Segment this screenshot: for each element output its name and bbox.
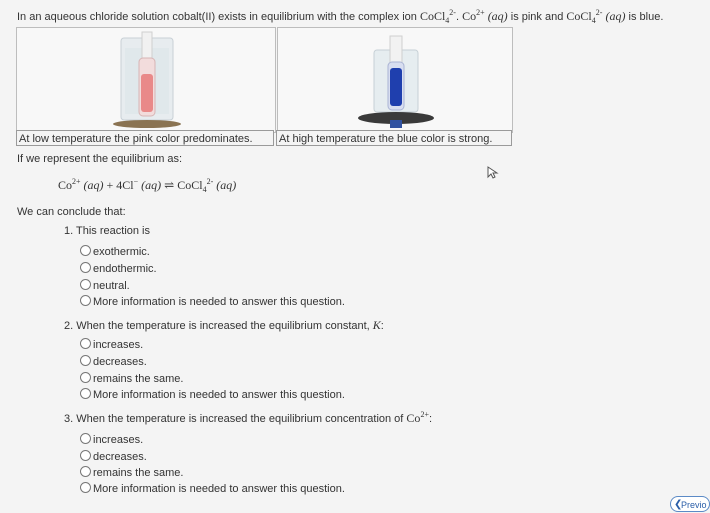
radio-button[interactable]: [80, 482, 91, 493]
aq-label: (aq): [487, 9, 508, 23]
q1-option-endothermic[interactable]: endothermic.: [80, 262, 157, 275]
q3-option-increases[interactable]: increases.: [80, 433, 143, 446]
blue-text: is blue.: [628, 11, 664, 23]
blue-beaker-illustration: [278, 28, 512, 132]
radio-button[interactable]: [80, 338, 91, 349]
radio-button[interactable]: [80, 355, 91, 366]
q1-option-more-info[interactable]: More information is needed to answer this question.: [80, 295, 345, 308]
low-temperature-image: [16, 27, 276, 133]
intro-lead: In an aqueous chloride solution cobalt(II) exists in equilibrium with the complex ion: [17, 11, 417, 23]
radio-button[interactable]: [80, 433, 91, 444]
species-a: CoCl$_4^{2-}$: [419, 8, 456, 25]
radio-button[interactable]: [80, 245, 91, 256]
pink-beaker-illustration: [17, 28, 275, 132]
conclude-text: We can conclude that:: [17, 206, 126, 218]
aq-label: (aq): [605, 9, 626, 23]
mouse-cursor-icon: [487, 166, 499, 180]
chevron-left-icon: ❮: [674, 499, 683, 510]
separator: .: [455, 11, 460, 23]
pink-text: is pink and: [510, 11, 564, 23]
equilibrium-lead: If we represent the equilibrium as:: [17, 153, 183, 165]
q1-option-neutral[interactable]: neutral.: [80, 279, 130, 292]
high-temperature-caption: At high temperature the blue color is strong.: [276, 130, 512, 146]
q2-option-same[interactable]: remains the same.: [80, 372, 183, 385]
radio-button[interactable]: [80, 372, 91, 383]
equilibrium-equation: $Co^{2+}$ (aq) + 4Cl− (aq) ⇌ CoCl$_4^{2-}$ (aq): [58, 177, 237, 194]
q3-option-decreases[interactable]: decreases.: [80, 450, 147, 463]
radio-button[interactable]: [80, 388, 91, 399]
radio-button[interactable]: [80, 262, 91, 273]
question-1-label: 1. This reaction is: [64, 225, 151, 237]
q3-option-more-info[interactable]: More information is needed to answer this question.: [80, 482, 345, 495]
previous-label: Previo: [681, 500, 707, 510]
species-b: CoCl$_4^{2-}$: [566, 8, 603, 25]
intro-text: [17, 9, 663, 24]
q1-option-exothermic[interactable]: exothermic.: [80, 245, 150, 258]
q2-option-more-info[interactable]: More information is needed to answer this question.: [80, 388, 345, 401]
q2-option-increases[interactable]: increases.: [80, 338, 143, 351]
low-temperature-caption: At low temperature the pink color predominates.: [16, 130, 274, 146]
previous-button[interactable]: [670, 496, 710, 512]
q3-option-same[interactable]: remains the same.: [80, 466, 183, 479]
question-2-label: 2. When the temperature is increased the equilibrium constant, K:: [64, 318, 384, 332]
radio-button[interactable]: [80, 279, 91, 290]
equilibrium-arrow-icon: ⇌: [164, 178, 175, 192]
q2-option-decreases[interactable]: decreases.: [80, 355, 147, 368]
radio-button[interactable]: [80, 295, 91, 306]
radio-button[interactable]: [80, 466, 91, 477]
radio-button[interactable]: [80, 450, 91, 461]
question-3-label: 3. When the temperature is increased the equilibrium concentration of $Co^{2+}$:: [64, 410, 433, 425]
ion-co: $Co^{2+}$: [462, 8, 485, 23]
high-temperature-image: [277, 27, 513, 133]
